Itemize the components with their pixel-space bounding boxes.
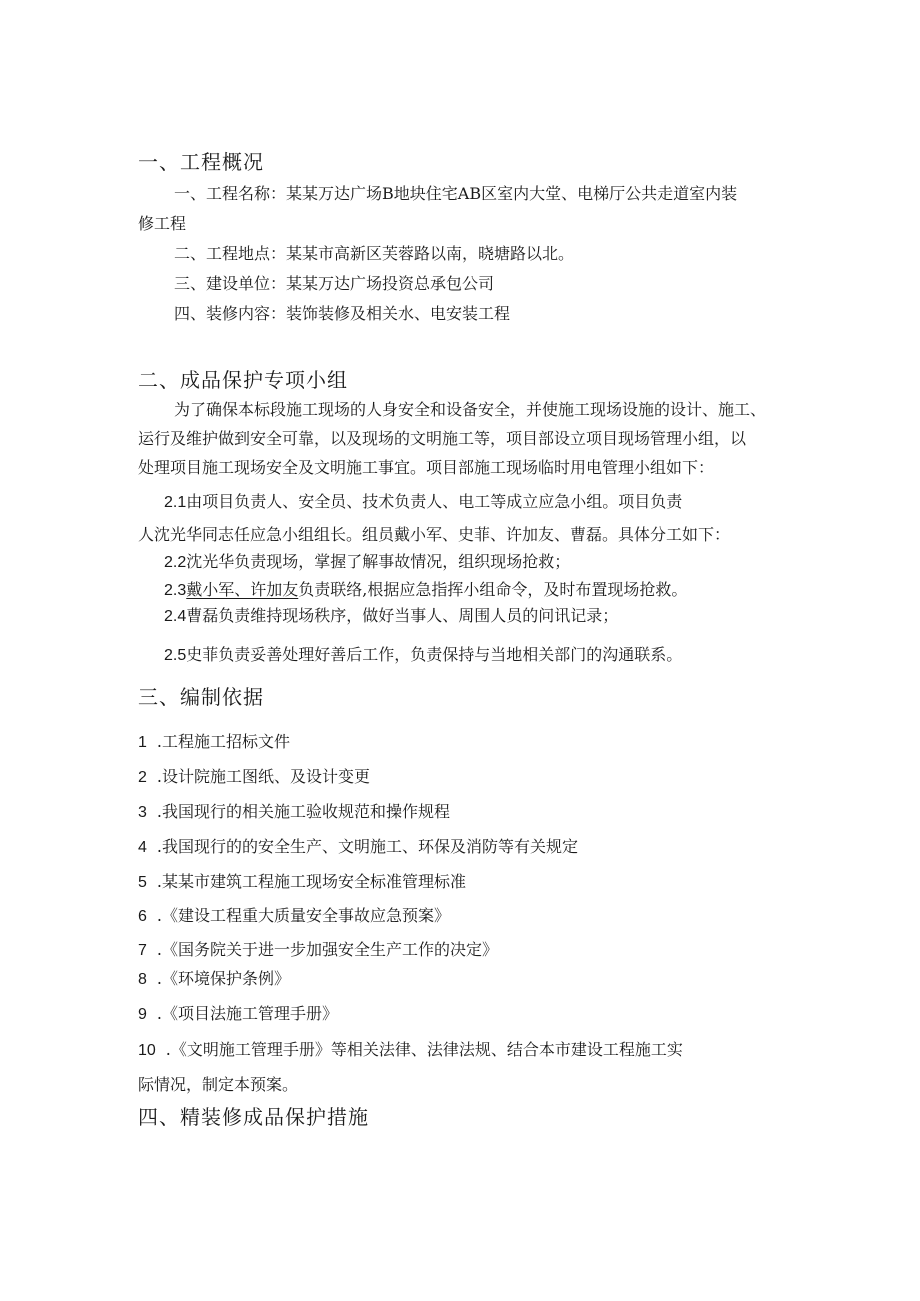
decoration-content-line: 四、装修内容：装饰装修及相关水、电安装工程 xyxy=(174,304,511,323)
basis-item xyxy=(138,1039,683,1062)
list-text: .《建设工程重大质量安全事故应急预案》 xyxy=(156,906,450,925)
list-number: 9 xyxy=(138,1006,147,1023)
list-number: 3 xyxy=(138,804,147,821)
list-text: .《文明施工管理手册》等相关法律、法律法规、结合本市建设工程施工实 xyxy=(165,1040,683,1059)
basis-item xyxy=(138,871,466,894)
list-number: 4 xyxy=(138,839,147,856)
item-text: 史菲负责妥善处理好善后工作，负责保持与当地相关部门的沟通联系。 xyxy=(186,645,683,664)
list-number: 6 xyxy=(138,908,147,925)
section-2-heading: 二、成品保护专项小组 xyxy=(138,368,348,392)
duty-item-2-4 xyxy=(164,605,618,628)
basis-item xyxy=(138,905,450,928)
list-number: 5 xyxy=(138,874,147,891)
section-2-paragraph-line: 为了确保本标段施工现场的人身安全和设备安全，并使施工现场设施的设计、施工、 xyxy=(174,400,767,419)
basis-item xyxy=(138,968,290,991)
item-number: 2.5 xyxy=(164,647,187,664)
basis-item xyxy=(138,731,290,754)
list-text: .设计院施工图纸、及设计变更 xyxy=(156,767,370,786)
item-number: 2.2 xyxy=(164,554,187,571)
item-number: 2.1 xyxy=(164,494,187,511)
section-1-heading: 一、工程概况 xyxy=(138,150,264,174)
project-name-line: 一、工程名称：某某万达广场B地块住宅AB区室内大堂、电梯厅公共走道室内装 xyxy=(174,184,738,203)
duty-item-2-1 xyxy=(164,491,682,514)
section-4-heading: 四、精装修成品保护措施 xyxy=(138,1105,369,1129)
list-number: 7 xyxy=(138,942,147,959)
section-2-paragraph-line: 运行及维护做到安全可靠，以及现场的文明施工等，项目部设立项目现场管理小组，以 xyxy=(138,429,747,448)
basis-item xyxy=(138,939,498,962)
construction-unit-line: 三、建设单位：某某万达广场投资总承包公司 xyxy=(174,274,495,293)
duty-item-2-5 xyxy=(164,644,682,667)
basis-item xyxy=(138,766,370,789)
list-text: .我国现行的的安全生产、文明施工、环保及消防等有关规定 xyxy=(156,837,578,856)
list-number: 10 xyxy=(138,1042,156,1059)
item-text: 由项目负责人、安全员、技术负责人、电工等成立应急小组。项目负责 xyxy=(186,492,683,511)
list-text: .《项目法施工管理手册》 xyxy=(156,1004,338,1023)
list-text: .某某市建筑工程施工现场安全标准管理标准 xyxy=(156,872,466,891)
basis-item-continuation: 际情况，制定本预案。 xyxy=(138,1075,299,1094)
list-number: 1 xyxy=(138,734,147,751)
section-2-paragraph-line: 处理项目施工现场安全及文明施工事宜。项目部施工现场临时用电管理小组如下： xyxy=(138,458,715,477)
list-number: 8 xyxy=(138,971,147,988)
list-text: .《国务院关于进一步加强安全生产工作的决定》 xyxy=(156,940,498,959)
duty-item-2-2 xyxy=(164,551,570,574)
basis-item xyxy=(138,836,578,859)
item-number: 2.3 xyxy=(164,582,187,599)
list-text: .工程施工招标文件 xyxy=(156,732,290,751)
basis-item xyxy=(138,1003,338,1026)
list-text: .我国现行的相关施工验收规范和操作规程 xyxy=(156,802,450,821)
section-3-heading: 三、编制依据 xyxy=(138,685,264,709)
underlined-names: 戴小军、许加友 xyxy=(186,580,299,599)
item-text: 负责联络,根据应急指挥小组命令，及时布置现场抢救。 xyxy=(298,580,688,599)
project-name-continuation: 修工程 xyxy=(138,214,187,233)
duty-item-2-3 xyxy=(164,579,687,602)
duty-item-2-1-continuation: 人沈光华同志任应急小组组长。组员戴小军、史菲、许加友、曹磊。具体分工如下： xyxy=(138,525,731,544)
item-number: 2.4 xyxy=(164,608,187,625)
list-text: .《环境保护条例》 xyxy=(156,969,290,988)
basis-item xyxy=(138,801,450,824)
list-number: 2 xyxy=(138,769,147,786)
project-location-line: 二、工程地点：某某市高新区芙蓉路以南，晓塘路以北。 xyxy=(174,244,575,263)
item-text: 沈光华负责现场，掌握了解事故情况，组织现场抢救； xyxy=(186,552,571,571)
item-text: 曹磊负责维持现场秩序，做好当事人、周围人员的问讯记录； xyxy=(186,606,619,625)
